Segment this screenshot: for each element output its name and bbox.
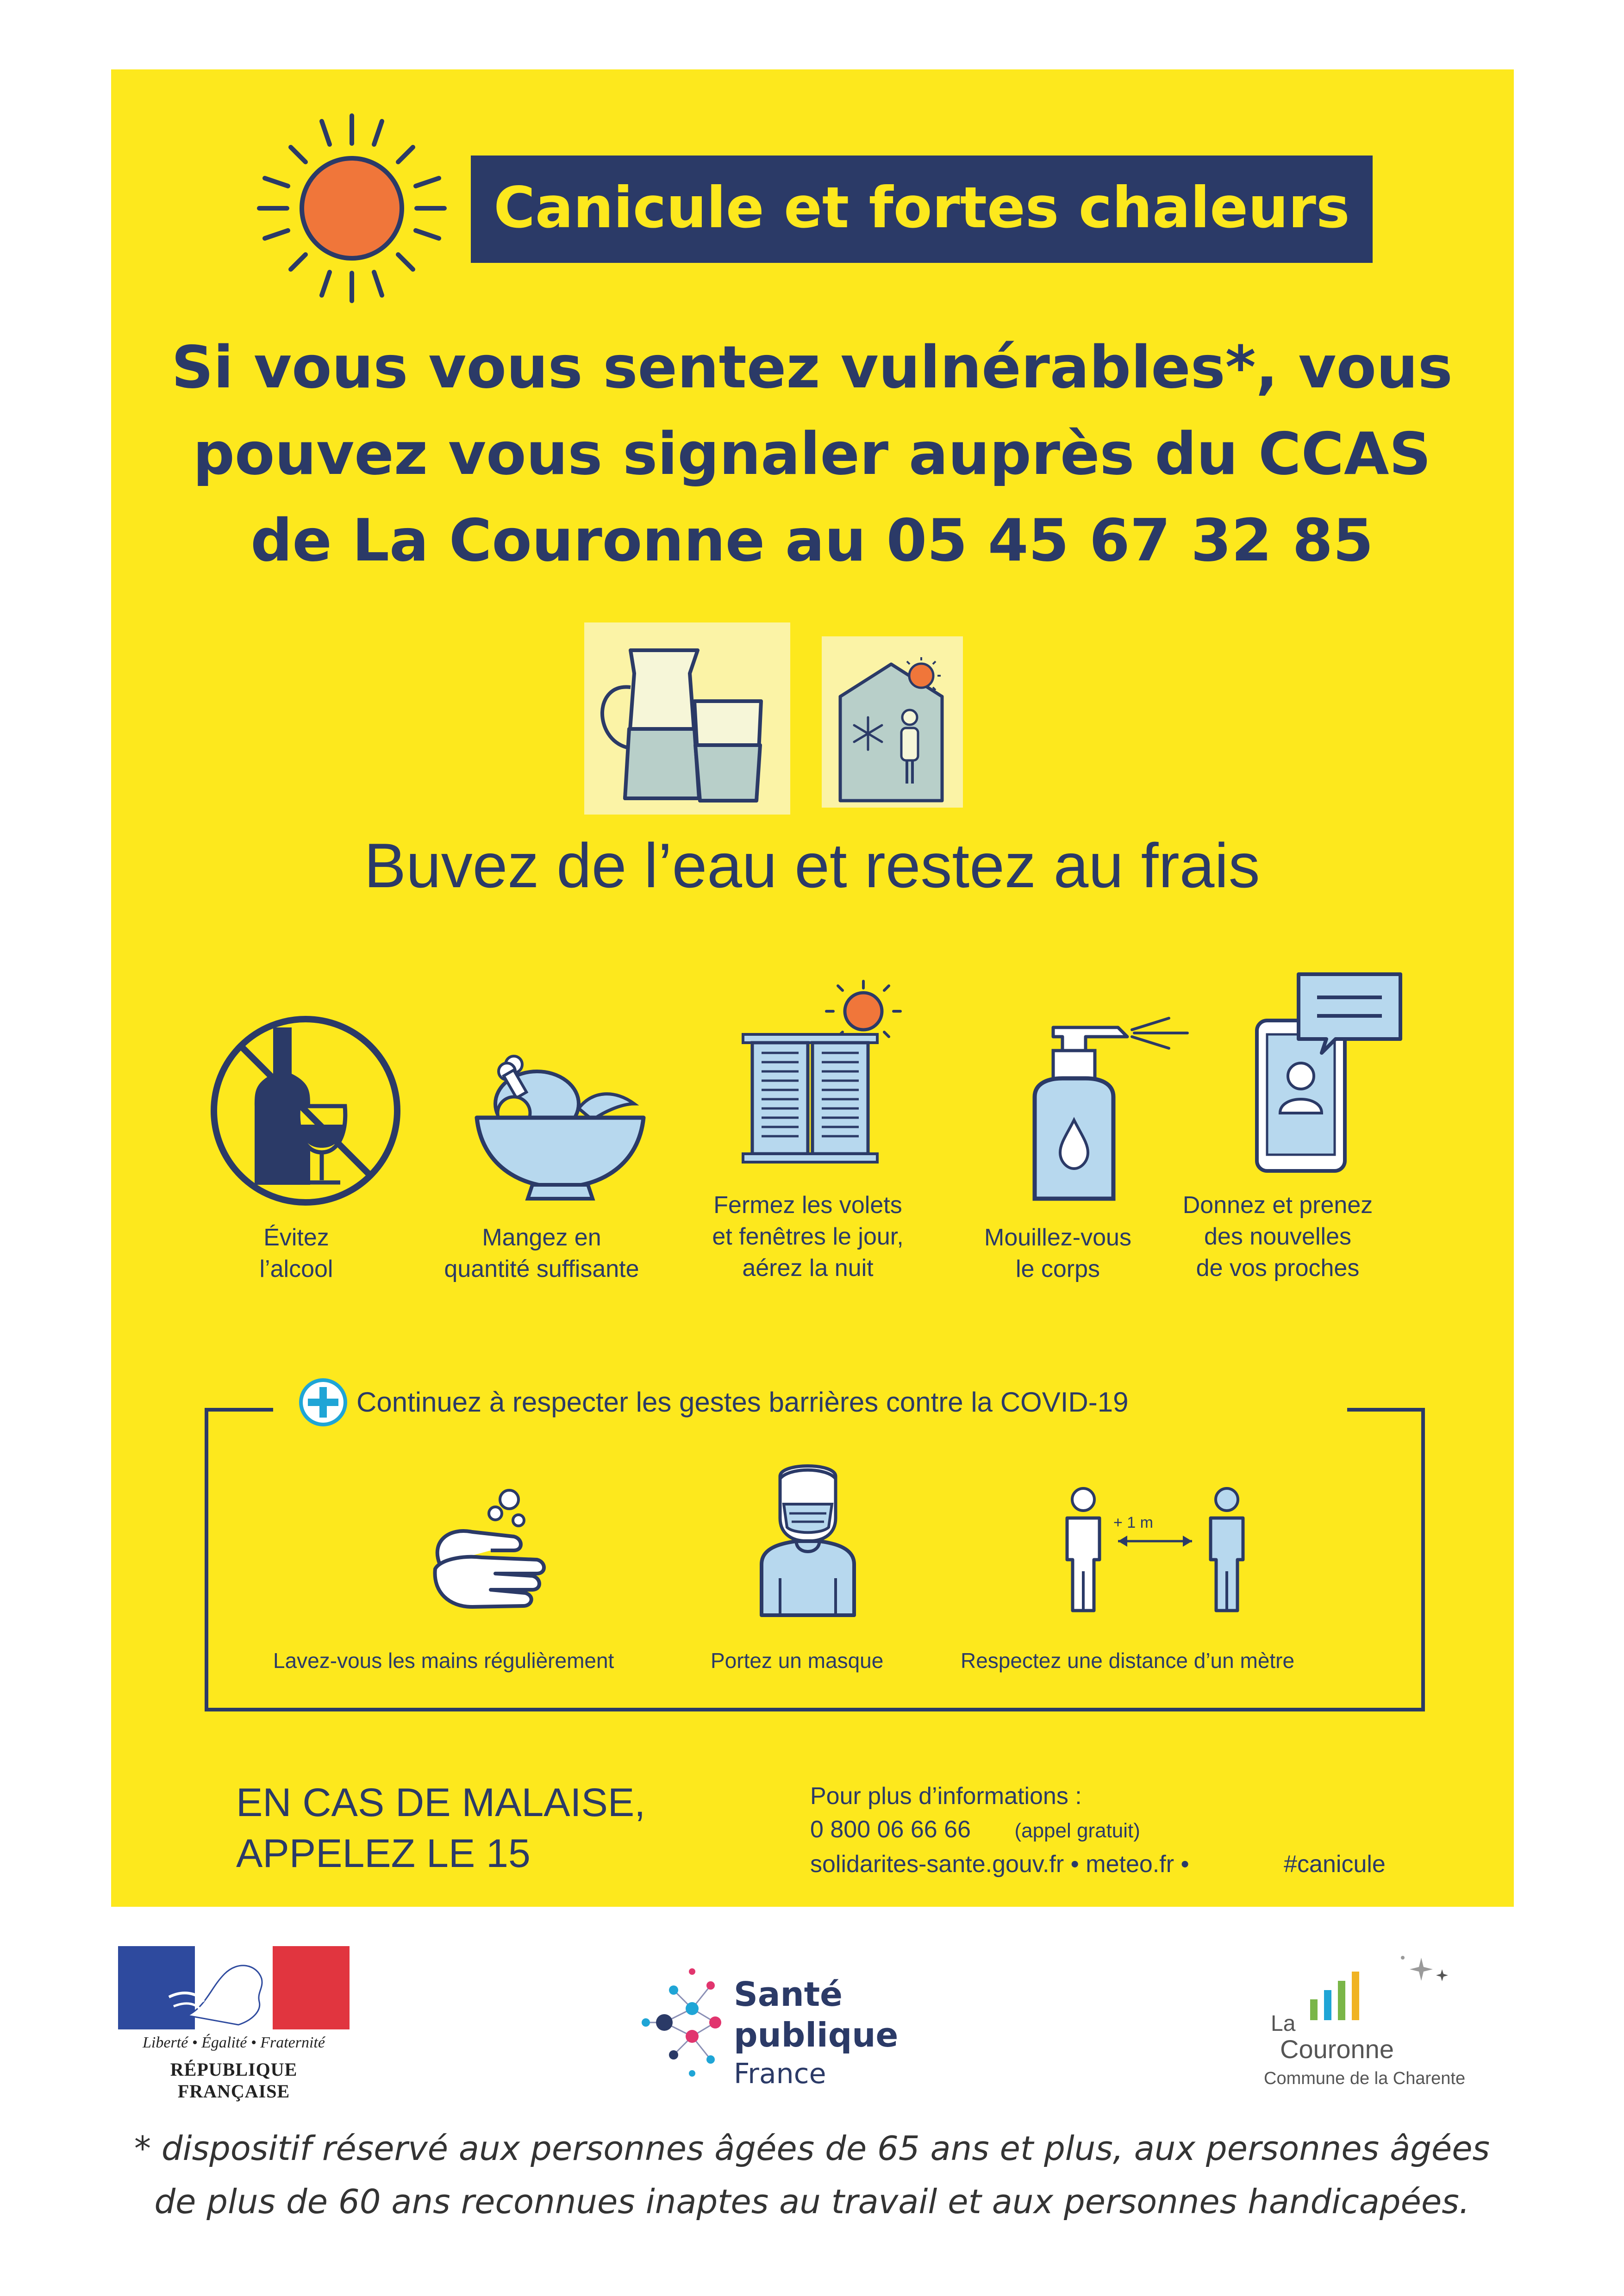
info-links-line xyxy=(810,1848,1386,1881)
emergency-notice xyxy=(236,1777,645,1879)
la-couronne-bars-logo xyxy=(1292,1953,1468,2022)
republique-francaise-flag-logo xyxy=(118,1946,350,2029)
info-phone-line xyxy=(810,1813,1386,1848)
headline-line: de La Couronne au 05 45 67 32 85 xyxy=(250,506,1374,574)
la-couronne-name: Couronne xyxy=(1280,2035,1394,2064)
covid-label-distance: Respectez une distance d’un mètre xyxy=(961,1649,1295,1673)
plus-icon xyxy=(298,1377,349,1428)
distance-icon xyxy=(1053,1486,1257,1620)
info-block xyxy=(810,1780,1386,1881)
subheadline: Buvez de l’eau et restez au frais xyxy=(364,830,1260,901)
emergency-line: APPELEZ LE 15 xyxy=(236,1831,531,1876)
spf-line: Santé xyxy=(734,1975,843,2014)
footnote-line: de plus de 60 ans reconnues inaptes au travail et aux personnes handicapées. xyxy=(154,2182,1470,2221)
tip-label-no-alcohol xyxy=(167,1222,426,1285)
face-mask-icon xyxy=(752,1458,863,1620)
tip-label-line: des nouvelles xyxy=(1204,1223,1351,1250)
tip-label-line: Fermez les volets xyxy=(713,1192,902,1219)
tip-label-line: et fenêtres le jour, xyxy=(712,1223,904,1250)
sante-publique-network-logo xyxy=(637,1958,729,2087)
covid-label-hands: Lavez-vous les mains régulièrement xyxy=(273,1649,614,1673)
spf-line: publique xyxy=(734,2016,899,2054)
distance-label: + 1 m xyxy=(1113,1514,1153,1531)
republique-motto: Liberté • Égalité • Fraternité xyxy=(143,2034,325,2051)
water-pitcher-glass-icon xyxy=(584,622,790,815)
info-websites[interactable]: solidarites-sante.gouv.fr • meteo.fr • xyxy=(810,1851,1189,1878)
page-title: Canicule et fortes chaleurs xyxy=(471,156,1373,263)
headline-line: pouvez vous signaler auprès du CCAS xyxy=(193,420,1431,488)
tip-label-line: quantité suffisante xyxy=(444,1256,639,1282)
info-phone-note: (appel gratuit) xyxy=(1014,1819,1140,1842)
cool-house-icon xyxy=(822,636,963,808)
info-heading: Pour plus d’informations : xyxy=(810,1783,1082,1810)
phone-message-icon xyxy=(1248,970,1410,1178)
shutters-icon xyxy=(738,970,914,1173)
covid-label-mask: Portez un masque xyxy=(711,1649,884,1673)
la-couronne-la: La xyxy=(1271,2011,1296,2036)
tip-label-line: Évitez xyxy=(263,1224,329,1251)
tip-label-line: le corps xyxy=(1015,1256,1100,1282)
tip-label-line: Mangez en xyxy=(482,1224,601,1251)
footnote xyxy=(46,2122,1578,2228)
no-alcohol-icon xyxy=(204,1014,407,1208)
sante-publique-wordmark xyxy=(734,1974,898,2092)
tip-label-line: aérez la nuit xyxy=(742,1255,874,1282)
tip-label-line: de vos proches xyxy=(1196,1255,1360,1282)
footnote-line: * dispositif réservé aux personnes âgées de 65 ans et plus, aux personnes âgées xyxy=(134,2129,1490,2168)
tip-label-news xyxy=(1148,1189,1407,1284)
headline xyxy=(139,324,1485,584)
covid-title: Continuez à respecter les gestes barrières contre la COVID-19 xyxy=(356,1387,1129,1418)
tip-label-line: Donnez et prenez xyxy=(1182,1192,1373,1219)
spf-line: France xyxy=(734,2058,826,2090)
sun-icon xyxy=(250,106,454,310)
tip-label-shutters xyxy=(678,1189,937,1284)
republique-name: RÉPUBLIQUE FRANÇAISE xyxy=(170,2059,298,2102)
tip-label-line: Mouillez-vous xyxy=(984,1224,1131,1251)
info-phone[interactable]: 0 800 06 66 66 xyxy=(810,1816,971,1843)
tip-label-eat xyxy=(412,1222,671,1285)
headline-line: Si vous vous sentez vulnérables*, vous xyxy=(171,333,1453,401)
info-hashtag[interactable]: #canicule xyxy=(1284,1851,1386,1878)
hand-washing-icon xyxy=(421,1486,556,1620)
spray-bottle-icon xyxy=(1007,1014,1201,1208)
food-bowl-icon xyxy=(463,1039,657,1206)
tip-label-line: l’alcool xyxy=(259,1256,333,1282)
la-couronne-subtitle: Commune de la Charente xyxy=(1264,2069,1466,2088)
emergency-line: EN CAS DE MALAISE, xyxy=(236,1780,646,1825)
